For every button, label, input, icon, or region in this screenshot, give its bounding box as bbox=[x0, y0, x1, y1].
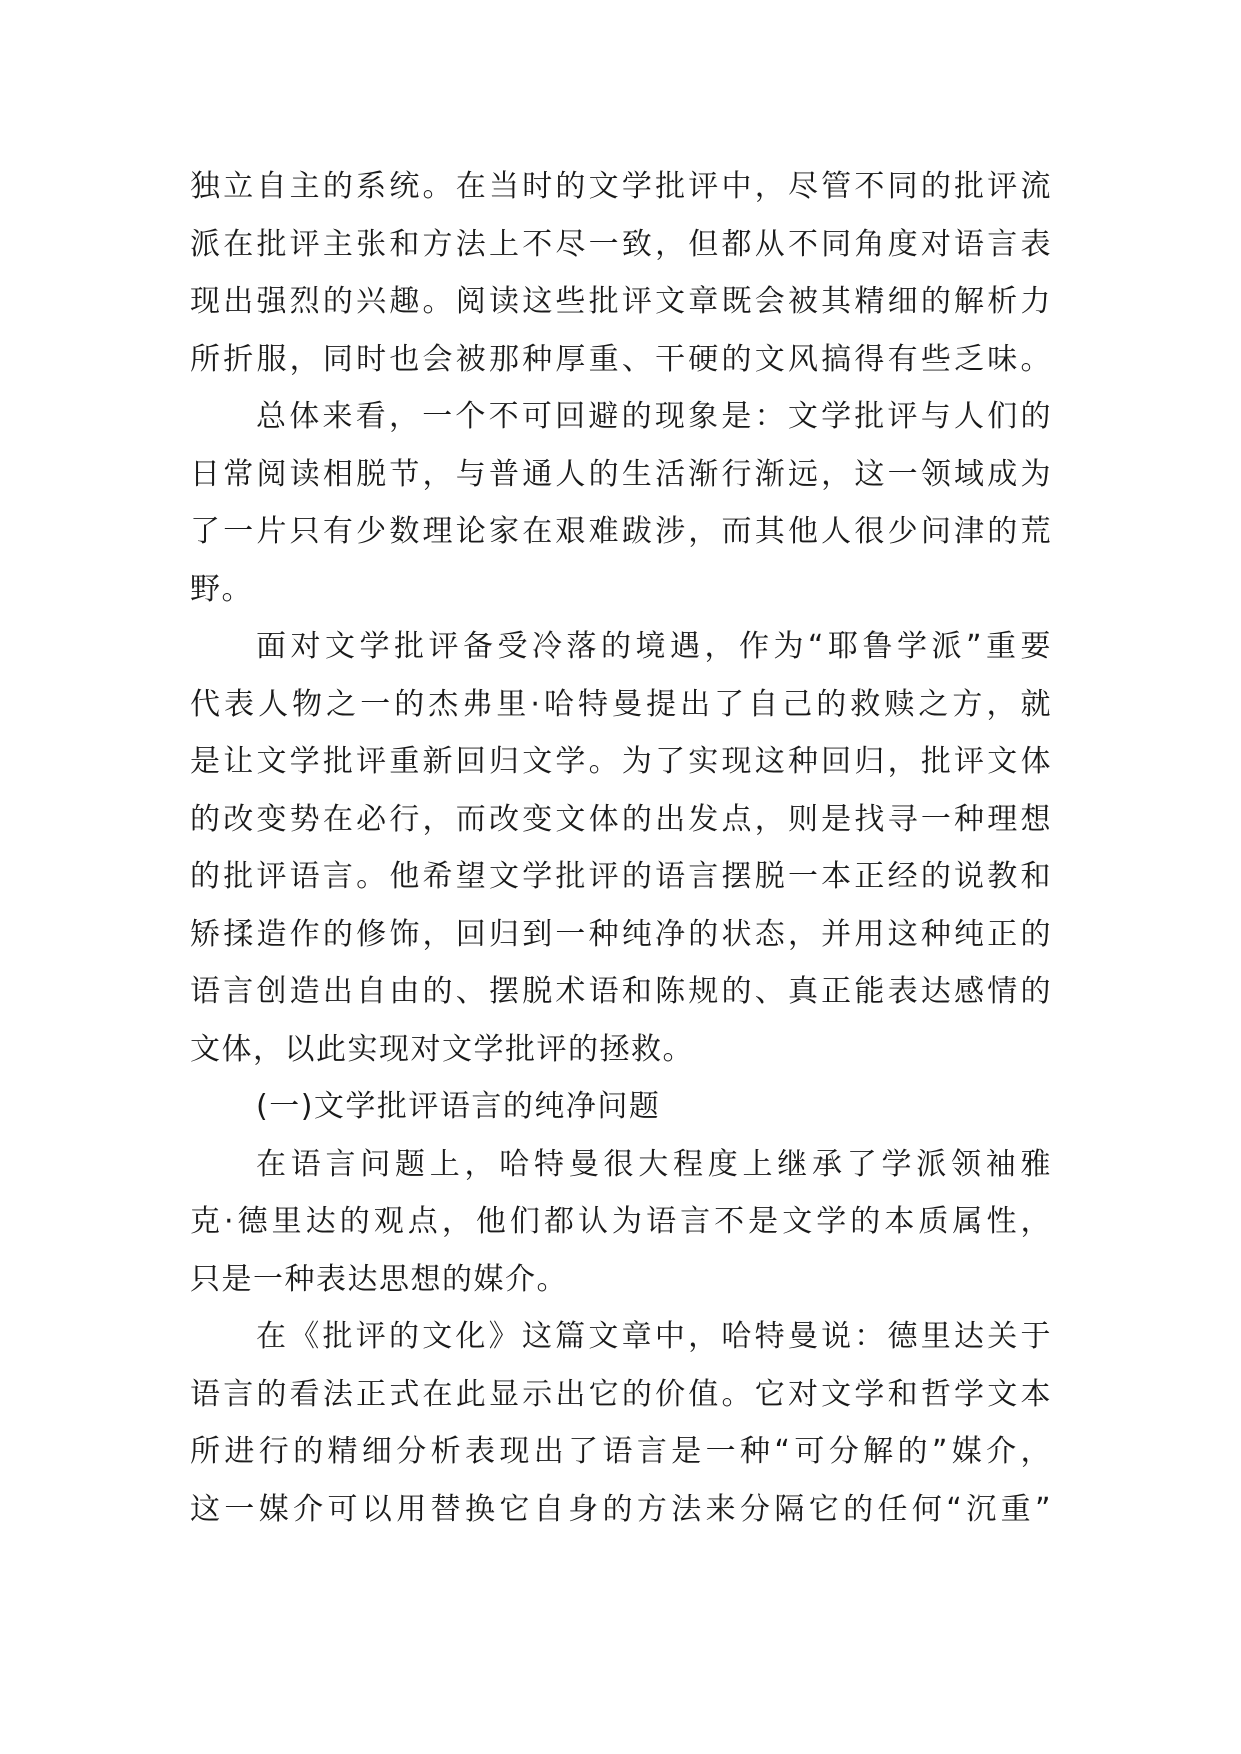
heading-text: (一)文学批评语言的纯净问题 bbox=[256, 1089, 661, 1124]
text-line: 只是一种表达思想的媒介。 bbox=[190, 1261, 568, 1297]
text-line: 面对文学批评备受冷落的境遇，作为“耶鲁学派”重要 bbox=[256, 629, 1052, 664]
document-body bbox=[190, 158, 1052, 1538]
text-line: 所折服，同时也会被那种厚重、干硬的文风搞得有些乏味。 bbox=[190, 341, 1052, 377]
text-line: 的改变势在必行，而改变文体的出发点，则是找寻一种理想 bbox=[190, 801, 1052, 837]
paragraph-4 bbox=[190, 1136, 1052, 1309]
text-line: 在语言问题上，哈特曼很大程度上继承了学派领袖雅 bbox=[256, 1146, 1052, 1182]
text-line: 代表人物之一的杰弗里·哈特曼提出了自己的救赎之方，就 bbox=[190, 686, 1052, 722]
text-line: 语言的看法正式在此显示出它的价值。它对文学和哲学文本 bbox=[190, 1376, 1052, 1412]
text-line: 文体，以此实现对文学批评的拯救。 bbox=[190, 1031, 694, 1067]
text-line: 克·德里达的观点，他们都认为语言不是文学的本质属性， bbox=[190, 1204, 1052, 1239]
text-line: 派在批评主张和方法上不尽一致，但都从不同角度对语言表 bbox=[190, 226, 1052, 262]
paragraph-5 bbox=[190, 1308, 1052, 1538]
text-line: 独立自主的系统。在当时的文学批评中，尽管不同的批评流 bbox=[190, 169, 1052, 204]
text-line: 总体来看，一个不可回避的现象是：文学批评与人们的 bbox=[256, 399, 1052, 434]
text-line: 在《批评的文化》这篇文章中，哈特曼说：德里达关于 bbox=[256, 1319, 1052, 1354]
text-line: 语言创造出自由的、摆脱术语和陈规的、真正能表达感情的 bbox=[190, 974, 1052, 1009]
text-line: 了一片只有少数理论家在艰难跋涉，而其他人很少问津的荒 bbox=[190, 514, 1052, 549]
text-line: 的批评语言。他希望文学批评的语言摆脱一本正经的说教和 bbox=[190, 859, 1052, 894]
paragraph-2 bbox=[190, 388, 1052, 618]
text-line: 是让文学批评重新回归文学。为了实现这种回归，批评文体 bbox=[190, 744, 1052, 779]
text-line: 现出强烈的兴趣。阅读这些批评文章既会被其精细的解析力 bbox=[190, 284, 1052, 319]
text-line: 矫揉造作的修饰，回归到一种纯净的状态，并用这种纯正的 bbox=[190, 916, 1052, 952]
paragraph-1 bbox=[190, 158, 1052, 388]
text-line: 所进行的精细分析表现出了语言是一种“可分解的”媒介， bbox=[190, 1434, 1052, 1469]
text-line: 野。 bbox=[190, 571, 253, 607]
section-heading bbox=[190, 1078, 1052, 1136]
text-line: 这一媒介可以用替换它自身的方法来分隔它的任何“沉重” bbox=[190, 1491, 1052, 1527]
paragraph-3 bbox=[190, 618, 1052, 1078]
text-line: 日常阅读相脱节，与普通人的生活渐行渐远，这一领域成为 bbox=[190, 456, 1052, 492]
